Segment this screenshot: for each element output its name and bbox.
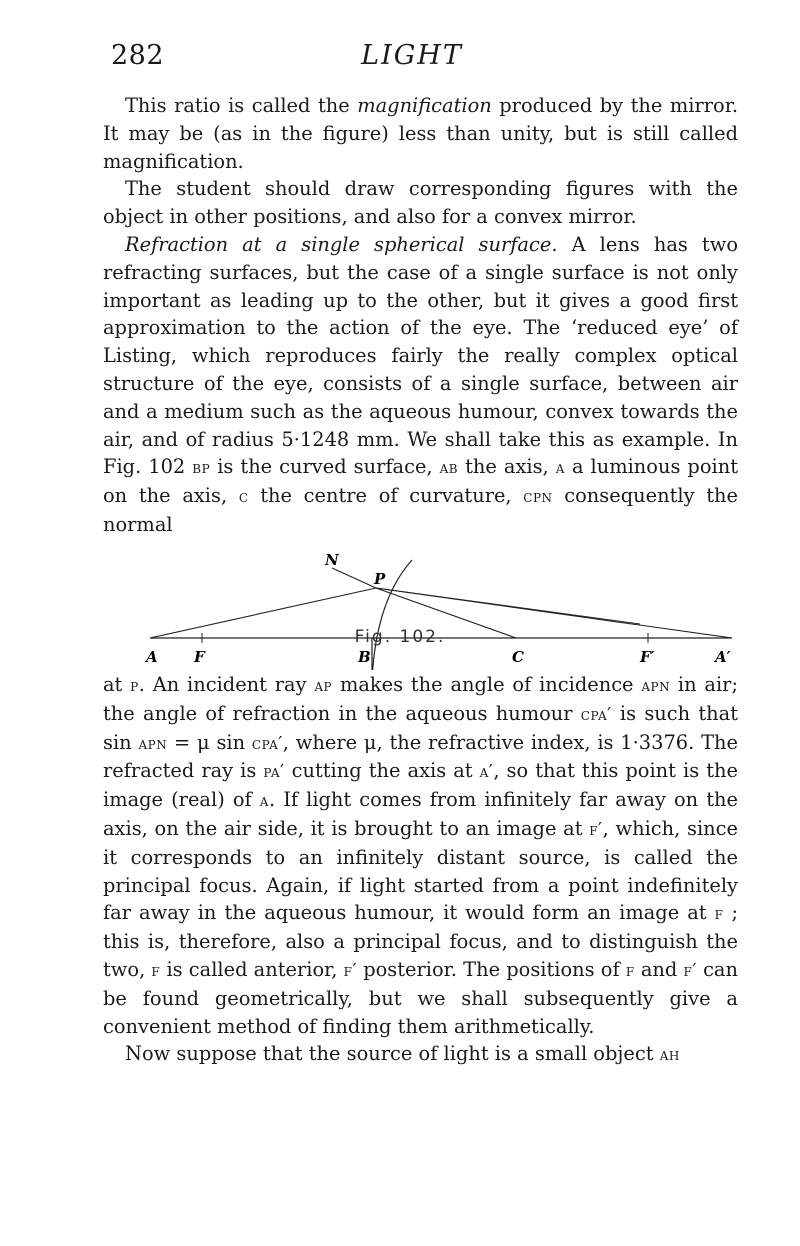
text-run: the axis,: [458, 455, 556, 479]
text-run: is called anterior,: [160, 957, 344, 981]
text-run: = μ sin: [167, 730, 252, 754]
paragraph-refraction: [103, 231, 738, 539]
label-F: F: [194, 648, 205, 666]
figure-caption: Fig. 102.: [354, 627, 446, 647]
label-ref: p: [130, 675, 139, 696]
label-ref: cpn: [523, 486, 553, 508]
label-C: C: [512, 648, 524, 666]
text-run: , so that this point is the image (real) of: [103, 759, 738, 812]
text-run: , where μ, the refractive index, is 1·3376. The refracted ray is: [103, 730, 738, 783]
text-run: , which, since it corresponds to an infinitely distant source, is called the principal focus. Again, if light started from a point indefinitely far away in the aqueous humour, it would form an image at: [103, 816, 738, 925]
label-ref: f: [151, 959, 161, 981]
label-ref: f′: [343, 959, 358, 981]
label-ref: bp: [192, 457, 211, 479]
label-ref: pa′: [263, 761, 285, 783]
label-B: B: [358, 648, 371, 666]
text-block-top: [103, 92, 738, 539]
normal-line-n: [332, 568, 376, 588]
text-run: is such that sin: [103, 701, 738, 754]
label-ref: f′: [683, 959, 697, 981]
text-run: is the curved surface,: [210, 455, 440, 479]
label-ref: a′: [479, 761, 494, 783]
text-run: . If light comes from infinitely far away on the axis, on the air side, it is brought to an image at: [103, 788, 738, 840]
text-run: can be found geometrically, but we shall subsequently give a convenient method of finding them arithmetically.: [103, 957, 738, 1038]
label-ref: a: [259, 790, 269, 812]
text-run: a luminous point on the axis,: [103, 455, 738, 508]
emphasis: magnification: [357, 94, 492, 117]
text-run: Now suppose that the source of light is a small object: [125, 1042, 660, 1066]
running-head: LIGHT: [361, 40, 463, 71]
label-A: A: [146, 648, 158, 666]
label-ref: cpa′: [580, 703, 612, 725]
text-run: A lens has two refracting surfaces, but the case of a single surface is not only important as leading up to the other, but it gives a good first approximation to the action of the eye. The ‘reduced eye’ of Listing, which reproduces fairly the really complex optical structure of the eye, consists of a single surface, between air and a medium such as the aqueous humour, convex towards the air, and of radius 5·1248 mm. We shall take this as example. In Fig. 102: [103, 232, 738, 479]
label-ref: cpa′: [251, 732, 283, 754]
label-P: P: [374, 570, 386, 588]
text-run: the centre of curvature,: [248, 484, 524, 508]
parallel-ray: [376, 588, 640, 624]
paragraph-student: [103, 175, 738, 231]
text-run: . An incident ray: [138, 673, 315, 696]
label-ref: f′: [589, 818, 603, 840]
text-run: This ratio is called the: [125, 94, 358, 117]
label-ref: apn: [641, 675, 671, 696]
text-run: ; this is, therefore, also a principal focus, and to distinguish the two,: [103, 901, 738, 981]
label-A-prime: A′: [715, 648, 731, 666]
section-heading: Refraction at a single spherical surface.: [125, 232, 558, 256]
label-ref: apn: [138, 732, 168, 754]
text-run: produced by the mirror. It may be (as in the figure) less than unity, but is still called magnification.: [103, 94, 738, 173]
text-run: The student should draw corresponding figures with the object in other positions, and also for a convex mirror.: [103, 177, 738, 229]
label-ref: ap: [314, 675, 333, 696]
label-ref: ab: [439, 457, 459, 479]
label-F-prime: F′: [640, 648, 655, 666]
paragraph-magnification: [103, 92, 738, 175]
text-run: in air; the angle of refraction in the aqueous humour: [103, 673, 738, 725]
label-ref: a: [555, 457, 565, 479]
text-run: consequently the normal: [103, 484, 738, 536]
text-run: at: [103, 673, 131, 696]
label-ref: c: [238, 486, 249, 508]
paragraph-incident-ray: [103, 671, 738, 1040]
text-run: and: [634, 957, 684, 981]
text-block-bottom: [103, 671, 738, 1069]
text-run: posterior. The positions of: [357, 957, 626, 981]
paragraph-now-suppose: [103, 1040, 738, 1069]
label-ref: f: [625, 959, 635, 981]
figure-102: [140, 520, 740, 670]
label-N: N: [325, 551, 339, 569]
label-ref: ah: [659, 1044, 680, 1066]
text-run: makes the angle of incidence: [332, 673, 642, 696]
label-ref: f: [714, 903, 724, 925]
page-number: 282: [111, 40, 165, 71]
text-run: cutting the axis at: [284, 759, 480, 783]
